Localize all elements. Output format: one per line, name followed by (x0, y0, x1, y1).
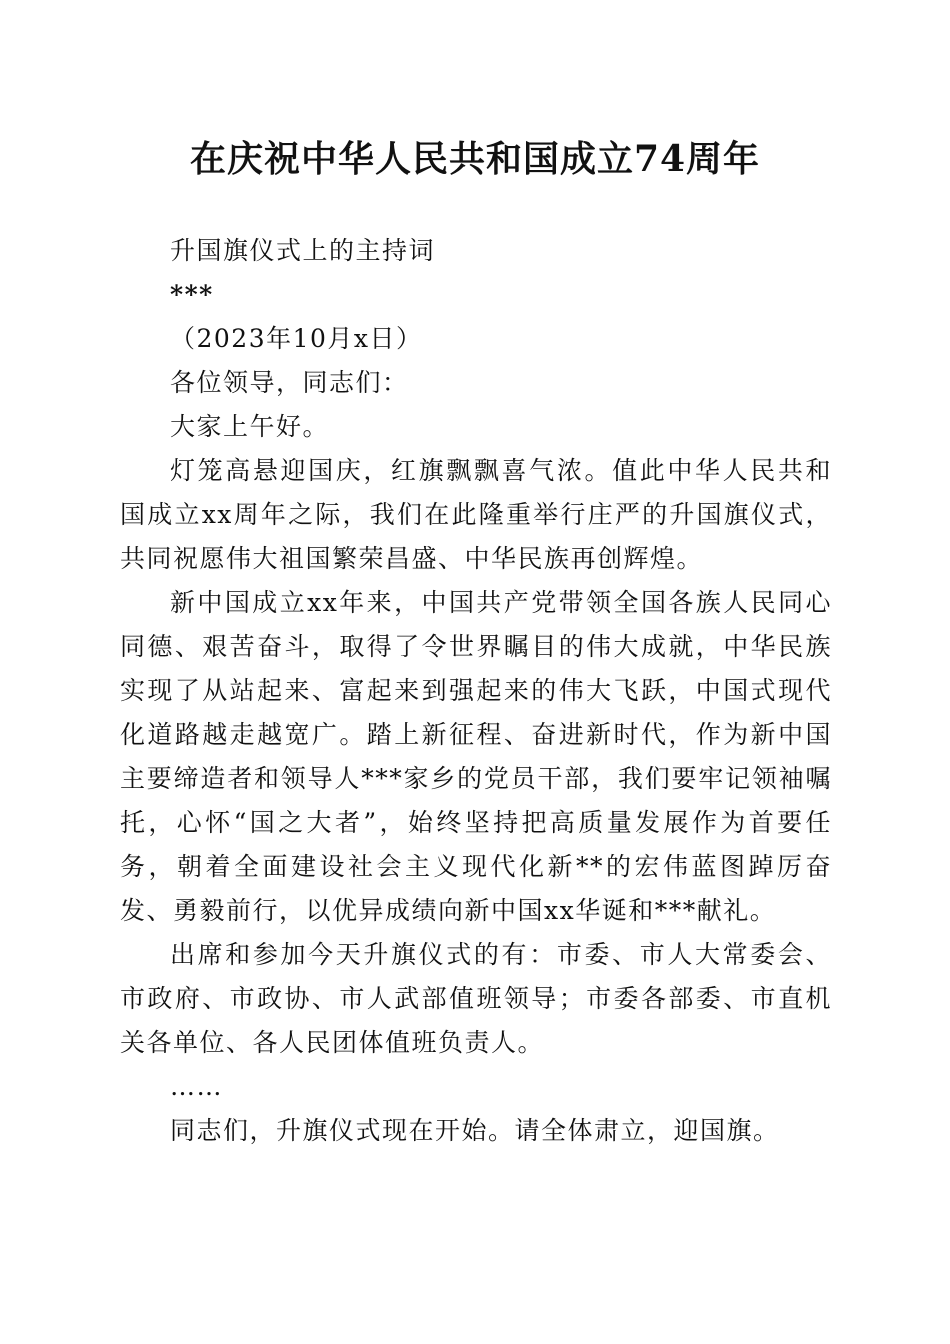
greeting: 各位领导，同志们： (170, 368, 409, 397)
paragraph-1: 灯笼高悬迎国庆，红旗飘飘喜气浓。值此中华人民共和国成立xx周年之际，我们在此隆重举行庄严的升国旗仪式，共同祝愿伟大祖国繁荣昌盛、中华民族再创辉煌。 (120, 456, 832, 573)
author-placeholder: *** (170, 280, 214, 309)
paragraph-3: 出席和参加今天升旗仪式的有：市委、市人大常委会、市政府、市政协、市人武部值班领导；市委各部委、市直机关各单位、各人民团体值班负责人。 (120, 940, 832, 1057)
ellipsis: …… (170, 1072, 223, 1101)
paragraph-2: 新中国成立xx年来，中国共产党带领全国各族人民同心同德、艰苦奋斗，取得了令世界瞩目的伟大成就，中华民族实现了从站起来、富起来到强起来的伟大飞跃，中国式现代化道路越走越宽广。踏上新征程、奋进新时代，作为新中国主要缔造者和领导人***家乡的党员干部，我们要牢记领袖嘱托，心怀“国之大者”，始终坚持把高质量发展作为首要任务，朝着全面建设社会主义现代化新**的宏伟蓝图踔厉奋发、勇毅前行，以优异成绩向新中国xx华诞和***献礼。 (120, 588, 832, 925)
document-body (120, 229, 832, 1153)
closing-line: 同志们，升旗仪式现在开始。请全体肃立，迎国旗。 (170, 1116, 780, 1145)
good-morning: 大家上午好。 (170, 412, 330, 441)
document-title: 在庆祝中华人民共和国成立74周年 (189, 138, 761, 180)
subtitle: 升国旗仪式上的主持词 (170, 236, 436, 265)
date-line: （2023年10月x日） (170, 324, 423, 353)
